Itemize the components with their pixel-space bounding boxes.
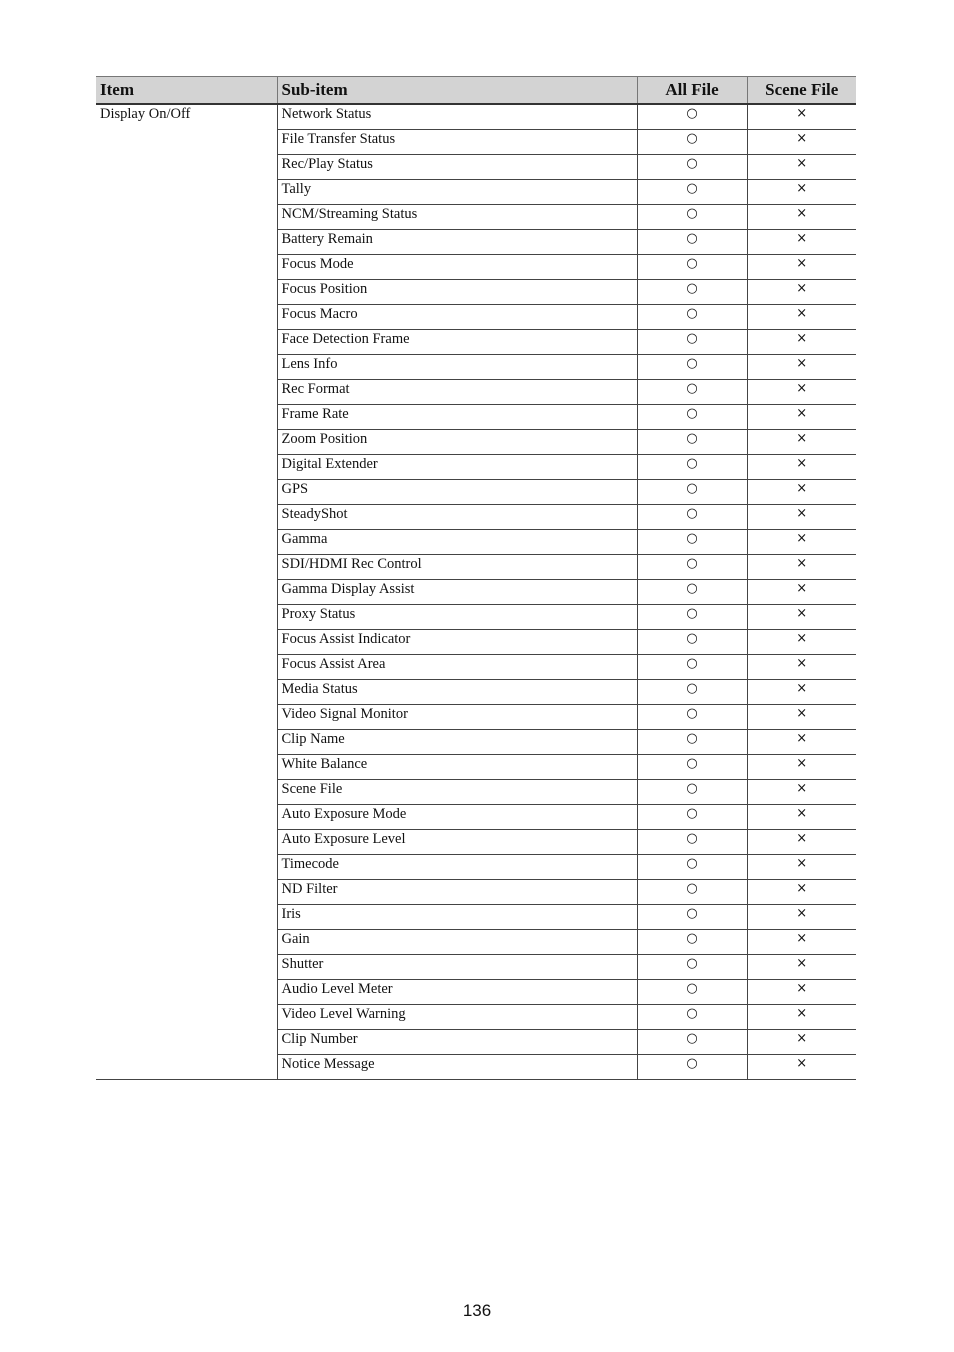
- scene-file-mark: ×: [747, 1055, 856, 1080]
- scene-file-mark: ×: [747, 255, 856, 280]
- sub-item-cell: GPS: [277, 480, 637, 505]
- item-cell: Display On/Off: [96, 104, 277, 1080]
- sub-item-cell: Digital Extender: [277, 455, 637, 480]
- all-file-mark: ○: [637, 705, 747, 730]
- sub-item-cell: Video Signal Monitor: [277, 705, 637, 730]
- all-file-mark: ○: [637, 330, 747, 355]
- sub-item-cell: Zoom Position: [277, 430, 637, 455]
- sub-item-cell: Timecode: [277, 855, 637, 880]
- scene-file-mark: ×: [747, 930, 856, 955]
- scene-file-mark: ×: [747, 205, 856, 230]
- all-file-mark: ○: [637, 605, 747, 630]
- scene-file-mark: ×: [747, 755, 856, 780]
- header-item: Item: [96, 77, 277, 105]
- sub-item-cell: Auto Exposure Mode: [277, 805, 637, 830]
- scene-file-mark: ×: [747, 330, 856, 355]
- all-file-mark: ○: [637, 880, 747, 905]
- all-file-mark: ○: [637, 430, 747, 455]
- sub-item-cell: Auto Exposure Level: [277, 830, 637, 855]
- scene-file-mark: ×: [747, 655, 856, 680]
- all-file-mark: ○: [637, 830, 747, 855]
- sub-item-cell: Focus Position: [277, 280, 637, 305]
- header-sub-item: Sub-item: [277, 77, 637, 105]
- all-file-mark: ○: [637, 980, 747, 1005]
- scene-file-mark: ×: [747, 155, 856, 180]
- sub-item-cell: NCM/Streaming Status: [277, 205, 637, 230]
- sub-item-cell: Gain: [277, 930, 637, 955]
- sub-item-cell: Focus Assist Indicator: [277, 630, 637, 655]
- all-file-mark: ○: [637, 455, 747, 480]
- scene-file-mark: ×: [747, 555, 856, 580]
- sub-item-cell: Frame Rate: [277, 405, 637, 430]
- sub-item-cell: Clip Number: [277, 1030, 637, 1055]
- scene-file-mark: ×: [747, 730, 856, 755]
- scene-file-mark: ×: [747, 180, 856, 205]
- sub-item-cell: Focus Mode: [277, 255, 637, 280]
- sub-item-cell: File Transfer Status: [277, 130, 637, 155]
- scene-file-mark: ×: [747, 405, 856, 430]
- sub-item-cell: Focus Assist Area: [277, 655, 637, 680]
- scene-file-mark: ×: [747, 805, 856, 830]
- all-file-mark: ○: [637, 805, 747, 830]
- sub-item-cell: Shutter: [277, 955, 637, 980]
- sub-item-cell: Clip Name: [277, 730, 637, 755]
- all-file-mark: ○: [637, 530, 747, 555]
- sub-item-cell: Gamma Display Assist: [277, 580, 637, 605]
- all-file-mark: ○: [637, 1030, 747, 1055]
- all-file-mark: ○: [637, 255, 747, 280]
- sub-item-cell: Proxy Status: [277, 605, 637, 630]
- all-file-mark: ○: [637, 155, 747, 180]
- all-file-mark: ○: [637, 355, 747, 380]
- all-file-mark: ○: [637, 730, 747, 755]
- scene-file-mark: ×: [747, 430, 856, 455]
- sub-item-cell: Video Level Warning: [277, 1005, 637, 1030]
- sub-item-cell: Notice Message: [277, 1055, 637, 1080]
- scene-file-mark: ×: [747, 1005, 856, 1030]
- sub-item-cell: Iris: [277, 905, 637, 930]
- settings-table: [96, 76, 856, 1080]
- scene-file-mark: ×: [747, 630, 856, 655]
- sub-item-cell: Scene File: [277, 780, 637, 805]
- scene-file-mark: ×: [747, 530, 856, 555]
- scene-file-mark: ×: [747, 580, 856, 605]
- all-file-mark: ○: [637, 104, 747, 130]
- sub-item-cell: Media Status: [277, 680, 637, 705]
- scene-file-mark: ×: [747, 830, 856, 855]
- scene-file-mark: ×: [747, 455, 856, 480]
- sub-item-cell: Lens Info: [277, 355, 637, 380]
- scene-file-mark: ×: [747, 880, 856, 905]
- sub-item-cell: Gamma: [277, 530, 637, 555]
- sub-item-cell: Audio Level Meter: [277, 980, 637, 1005]
- all-file-mark: ○: [637, 580, 747, 605]
- all-file-mark: ○: [637, 305, 747, 330]
- sub-item-cell: White Balance: [277, 755, 637, 780]
- scene-file-mark: ×: [747, 280, 856, 305]
- header-row: [96, 77, 856, 105]
- all-file-mark: ○: [637, 955, 747, 980]
- scene-file-mark: ×: [747, 780, 856, 805]
- all-file-mark: ○: [637, 555, 747, 580]
- scene-file-mark: ×: [747, 680, 856, 705]
- scene-file-mark: ×: [747, 705, 856, 730]
- scene-file-mark: ×: [747, 130, 856, 155]
- scene-file-mark: ×: [747, 955, 856, 980]
- all-file-mark: ○: [637, 630, 747, 655]
- all-file-mark: ○: [637, 230, 747, 255]
- sub-item-cell: Face Detection Frame: [277, 330, 637, 355]
- scene-file-mark: ×: [747, 355, 856, 380]
- all-file-mark: ○: [637, 480, 747, 505]
- sub-item-cell: Rec/Play Status: [277, 155, 637, 180]
- scene-file-mark: ×: [747, 305, 856, 330]
- scene-file-mark: ×: [747, 1030, 856, 1055]
- all-file-mark: ○: [637, 380, 747, 405]
- header-all-file: All File: [637, 77, 747, 105]
- table-body: [96, 104, 856, 1080]
- scene-file-mark: ×: [747, 905, 856, 930]
- all-file-mark: ○: [637, 930, 747, 955]
- page-number: 136: [462, 1301, 492, 1320]
- all-file-mark: ○: [637, 180, 747, 205]
- sub-item-cell: Focus Macro: [277, 305, 637, 330]
- sub-item-cell: Battery Remain: [277, 230, 637, 255]
- all-file-mark: ○: [637, 855, 747, 880]
- scene-file-mark: ×: [747, 980, 856, 1005]
- all-file-mark: ○: [637, 405, 747, 430]
- scene-file-mark: ×: [747, 104, 856, 130]
- table-row: [96, 104, 856, 130]
- all-file-mark: ○: [637, 755, 747, 780]
- all-file-mark: ○: [637, 680, 747, 705]
- sub-item-cell: SDI/HDMI Rec Control: [277, 555, 637, 580]
- scene-file-mark: ×: [747, 855, 856, 880]
- sub-item-cell: SteadyShot: [277, 505, 637, 530]
- sub-item-cell: Network Status: [277, 104, 637, 130]
- sub-item-cell: ND Filter: [277, 880, 637, 905]
- all-file-mark: ○: [637, 130, 747, 155]
- scene-file-mark: ×: [747, 505, 856, 530]
- scene-file-mark: ×: [747, 605, 856, 630]
- sub-item-cell: Rec Format: [277, 380, 637, 405]
- sub-item-cell: Tally: [277, 180, 637, 205]
- scene-file-mark: ×: [747, 230, 856, 255]
- all-file-mark: ○: [637, 655, 747, 680]
- all-file-mark: ○: [637, 205, 747, 230]
- scene-file-mark: ×: [747, 480, 856, 505]
- all-file-mark: ○: [637, 780, 747, 805]
- scene-file-mark: ×: [747, 380, 856, 405]
- all-file-mark: ○: [637, 280, 747, 305]
- all-file-mark: ○: [637, 1005, 747, 1030]
- all-file-mark: ○: [637, 1055, 747, 1080]
- header-scene-file: Scene File: [747, 77, 856, 105]
- all-file-mark: ○: [637, 905, 747, 930]
- all-file-mark: ○: [637, 505, 747, 530]
